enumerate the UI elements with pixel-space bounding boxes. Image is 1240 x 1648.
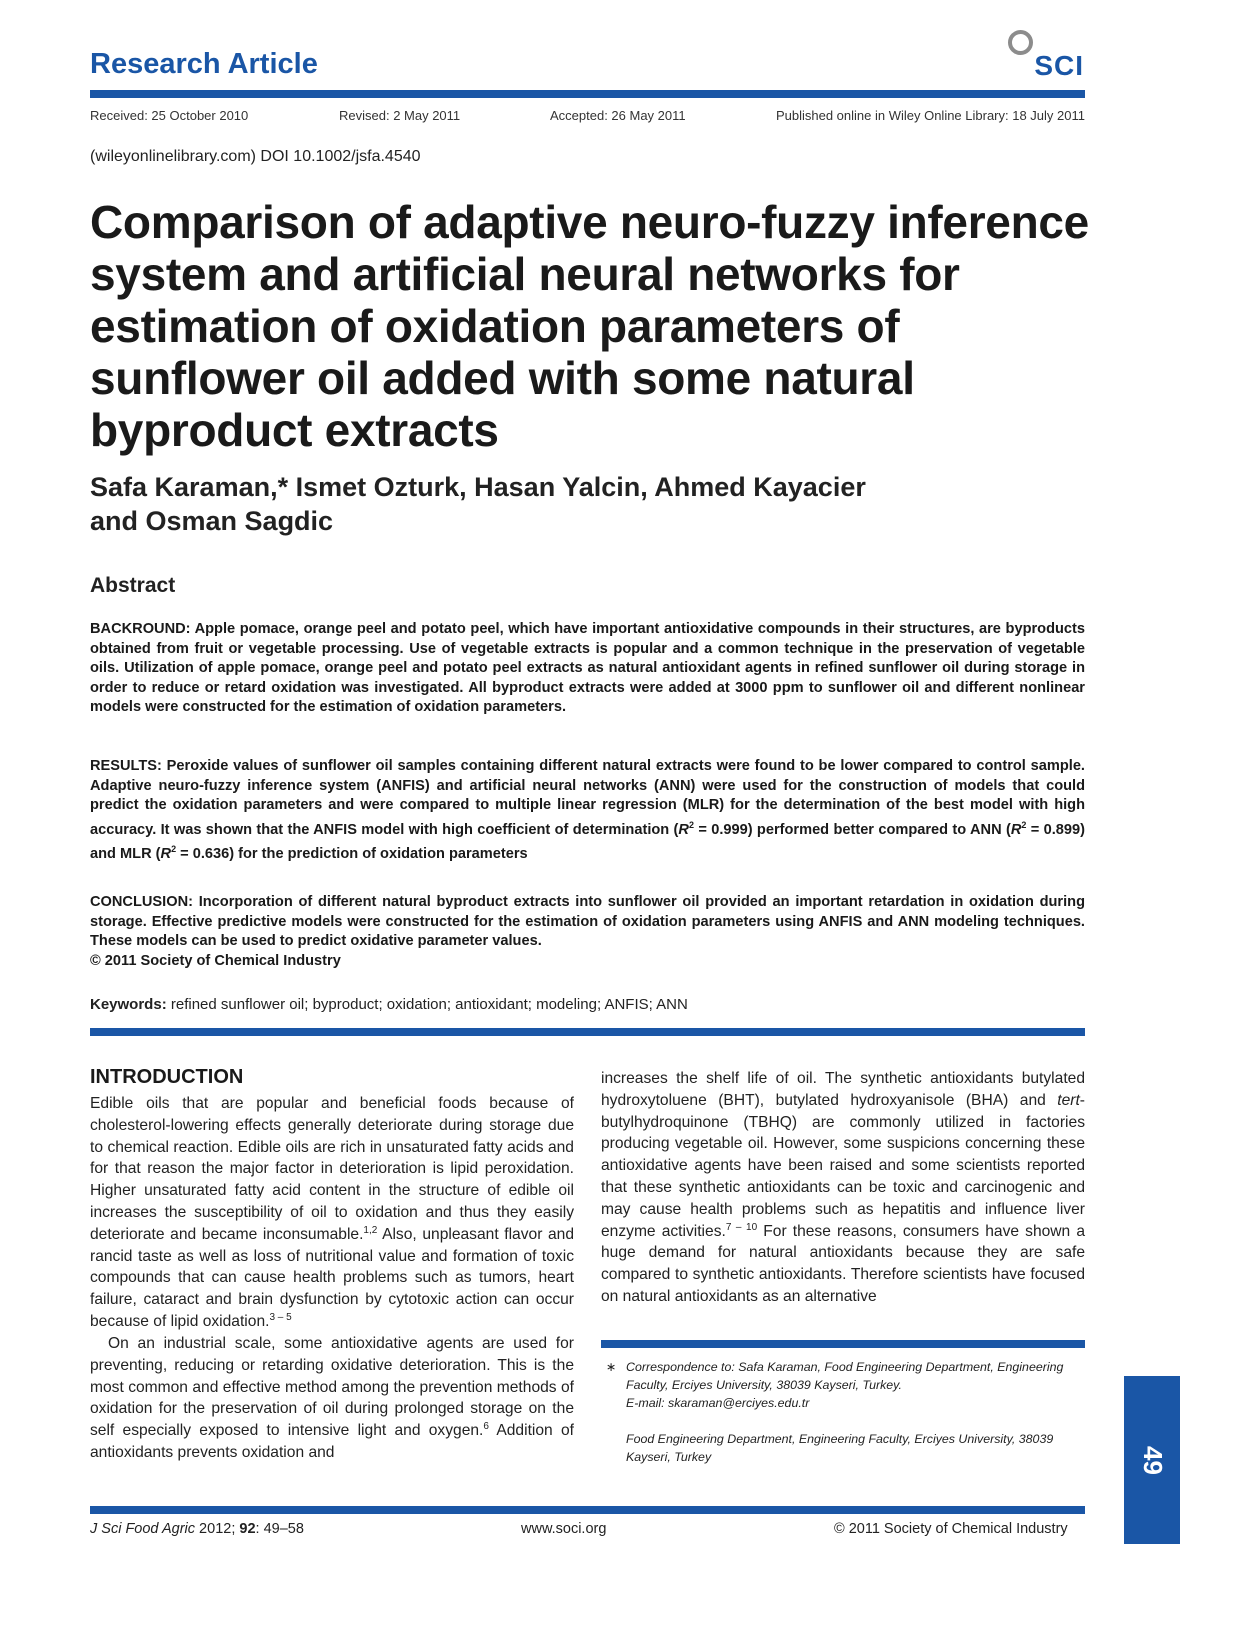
accepted-date: Accepted: 26 May 2011 (550, 108, 686, 123)
affiliation: Food Engineering Department, Engineering Faculty, Erciyes University, 38039 Kayseri, Turkey (626, 1432, 1054, 1464)
page-number: 49 (1137, 1445, 1168, 1475)
correspondence-rule (601, 1340, 1085, 1348)
footer-website[interactable]: www.soci.org (521, 1521, 607, 1537)
intro-paragraph-2: On an industrial scale, some antioxidative agents are used for preventing, reducing or retarding oxidative deterioration. This is the most common and effective method among the prevention methods of oxidation for the preservation of oil during prolonged storage on the self especially exposed to intensive light and oxygen.$^6$ Addition of antioxidants prevents oxidation and (90, 1335, 574, 1461)
authors-line-2: and Osman Sagdic (90, 506, 334, 536)
received-date: Received: 25 October 2010 (90, 108, 249, 123)
correspondence-text: Correspondence to: Safa Karaman, Food Engineering Department, Engineering Faculty, Erciyes University, 38039 Kayseri, Turkey. (626, 1360, 1064, 1392)
citation[interactable]: 6 (483, 1421, 489, 1432)
abstract-background: BACKROUND: Apple pomace, orange peel and potato peel, which have important antioxidative compounds in their structures, are byproducts obtained from fruit or vegetable processing. Use of vegetable extracts is popular and a common technique in the preservation of vegetable oils. Utilization of apple pomace, orange peel and potato peel extracts as natural antioxidant agents in refined sunflower oil during storage in order to reduce or retard oxidation was investigated. All byproduct extracts were added at 3000 ppm to sunflower oil and different nonlinear models were constructed for the estimation of oxidation parameters. (90, 621, 1085, 716)
logo-text: SCI (1034, 50, 1084, 81)
abstract-conclusion: CONCLUSION: Incorporation of different natural byproduct extracts into sunflower oil provided an important retardation in oxidation during storage. Effective predictive models were constructed for the estimation of oxidation parameters using ANFIS and ANN modeling techniques. These models can be used to predict oxidative parameter values. © 2011 Society of Chemical Industry (90, 894, 1085, 969)
correspondence-star: ∗ (606, 1360, 617, 1374)
citation[interactable]: 1,2 (363, 1224, 378, 1236)
abstract-heading: Abstract (90, 574, 176, 597)
logo-ring-icon (1008, 30, 1033, 55)
correspondence-email[interactable]: E-mail: skaraman@erciyes.edu.tr (626, 1396, 810, 1410)
header-rule (90, 90, 1085, 98)
section-label: Research Article (90, 48, 318, 80)
citation[interactable]: 3 – 5 (269, 1311, 292, 1323)
footer-citation: J Sci Food Agric 2012; 92: 49–58 (90, 1521, 304, 1537)
revised-date: Revised: 2 May 2011 (339, 108, 461, 123)
sci-logo (1004, 28, 1086, 80)
citation[interactable]: 7 – 10 (725, 1221, 758, 1233)
authors (90, 470, 990, 538)
intro-paragraph-1: Edible oils that are popular and beneficial foods because of cholesterol-lowering effects generally deteriorate during storage due to chemical reaction. Edible oils are rich in unsaturated fatty acids and for that reason the major factor in deterioration is lipid peroxidation. Higher unsaturated fatty acid content in the structure of edible oil increases the susceptibility of oil to oxidation and thus they easily deteriorate and became inconsumable.$^{1,2}$ Also, unpleasant flavor and rancid taste as well as loss of nutritional value and formation of toxic compounds that can cause health problems such as tumors, heart failure, cataract and brain dysfunction by cytotoxic action can occur because of lipid oxidation.$^{3 - 5}$ (90, 1095, 575, 1330)
footer-rule (90, 1506, 1085, 1514)
abstract-results: RESULTS: Peroxide values of sunflower oil samples containing different natural extracts were found to be lower compared to control sample. Adaptive neuro-fuzzy inference system (ANFIS) and artificial neural networks (ANN) were used for the construction of models that could predict the oxidation parameters and were compared to multiple linear regression (MLR) for the determination of the best model with high accuracy. It was shown that the ANFIS model with high coefficient of determination $(R^2 = 0.999)$ performed better compared to ANN $(R^2 = 0.899)$ and MLR $(R^2 = 0.636)$ for the prediction of oxidation parameters (90, 758, 1086, 863)
abstract-rule (90, 1028, 1085, 1036)
article-title: Comparison of adaptive neuro-fuzzy inference system and artificial neural networks for estimation of oxidation parameters of sunflower oil added with some natural byproduct extracts (90, 196, 1089, 456)
doi[interactable]: (wileyonlinelibrary.com) DOI 10.1002/jsfa.4540 (90, 148, 421, 165)
keywords-label: Keywords: (90, 996, 167, 1013)
correspondence (606, 1358, 1086, 1466)
published-date: Published online in Wiley Online Library: 18 July 2011 (775, 108, 1085, 123)
footer-copyright: © 2011 Society of Chemical Industry (834, 1521, 1068, 1537)
keywords (90, 996, 1085, 1013)
authors-line-1: Safa Karaman,* Ismet Ozturk, Hasan Yalcin, Ahmed Kayacier (90, 472, 866, 502)
intro-paragraph-right: increases the shelf life of oil. The synthetic antioxidants butylated hydroxytoluene (BHT), butylated hydroxyanisole (BHA) and tert-butylhydroquinone (TBHQ) are commonly utilized in factories producing vegetable oil. However, some suspicions concerning these antioxidative agents have been raised and some scientists reported that these synthetic antioxidants can be toxic and carcinogenic and may cause health problems such as hepatitis and influence liver enzyme activities.$^{7 - 10}$ For these reasons, consumers have shown a huge demand for natural antioxidants because they are safe compared to synthetic antioxidants. Therefore scientists have focused on natural antioxidants as an alternative (601, 1070, 1085, 1305)
keywords-text: refined sunflower oil; byproduct; oxidation; antioxidant; modeling; ANFIS; ANN (166, 996, 688, 1013)
introduction-heading: INTRODUCTION (90, 1066, 244, 1088)
abstract-copyright: © 2011 Society of Chemical Industry (90, 952, 341, 969)
